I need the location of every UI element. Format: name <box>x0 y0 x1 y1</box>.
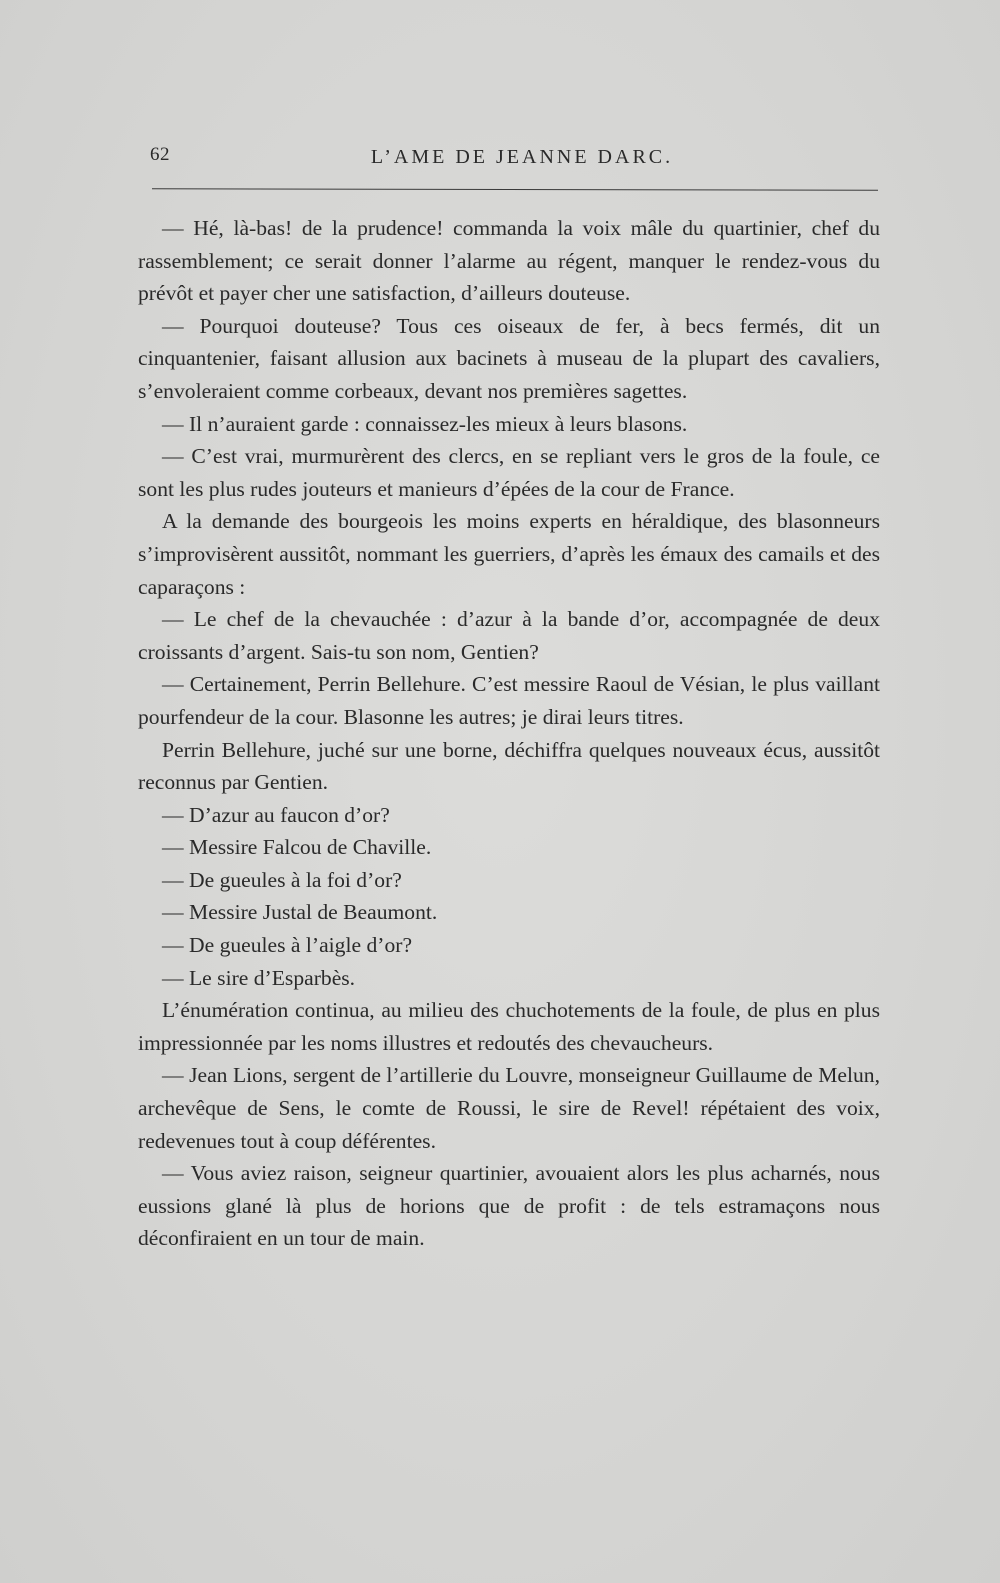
paragraph: — Hé, là-bas! de la prudence! commanda la voix mâle du quartinier, chef du rassemblement; ce serait donner l’alarme au régent, manquer le rendez-vous du prévôt et payer cher une satisfaction, d’ailleurs douteuse. <box>138 216 880 306</box>
paragraph: — Certainement, Perrin Bellehure. C’est messire Raoul de Vésian, le plus vaillant pourfendeur de la cour. Blasonne les autres; je dirai leurs titres. <box>138 672 880 729</box>
paragraph: — Il n’auraient garde : connaissez-les mieux à leurs blasons. <box>162 411 688 436</box>
page-number: 62 <box>150 144 170 165</box>
paragraph: — De gueules à l’aigle d’or? <box>162 933 413 958</box>
paragraph: — Pourquoi douteuse? Tous ces oiseaux de fer, à becs fermés, dit un cinquantenier, faisant allusion aux bacinets à museau de la plupart des cavaliers, s’envoleraient comme corbeaux, devant nos premières sagettes. <box>138 313 880 403</box>
paragraph: — Messire Justal de Beaumont. <box>162 900 438 925</box>
paragraph: A la demande des bourgeois les moins experts en héraldique, des blasonneurs s’improvisèrent aussitôt, nommant les guerriers, d’après les émaux des camails et des caparaçons : <box>138 509 880 599</box>
paragraph: — Jean Lions, sergent de l’artillerie du Louvre, monseigneur Guillaume de Melun, archevêque de Sens, le comte de Roussi, le sire de Revel! répétaient des voix, redevenues tout à coup déférentes. <box>138 1063 880 1153</box>
paragraph: — Vous aviez raison, seigneur quartinier, avouaient alors les plus acharnés, nous eussions glané là plus de horions que de profit : de tels estramaçons nous déconfiraient en un tour de main. <box>138 1161 880 1251</box>
paragraph: — Le sire d’Esparbès. <box>162 965 356 990</box>
paragraph: — C’est vrai, murmurèrent des clercs, en se repliant vers le gros de la foule, ce sont les plus rudes jouteurs et manieurs d’épées de la cour de France. <box>138 444 880 501</box>
paragraph: — Messire Falcou de Chaville. <box>162 835 432 860</box>
paragraph: — De gueules à la foi d’or? <box>162 867 402 892</box>
paragraph: — Le chef de la chevauchée : d’azur à la bande d’or, accompagnée de deux croissants d’argent. Sais-tu son nom, Gentien? <box>138 607 880 664</box>
header-rule <box>152 188 878 191</box>
paragraph: — D’azur au faucon d’or? <box>162 802 390 827</box>
running-title: L’AME DE JEANNE DARC. <box>370 146 674 168</box>
paragraph: L’énumération continua, au milieu des chuchotements de la foule, de plus en plus impressionnée par les noms illustres et redoutés des chevaucheurs. <box>138 998 880 1055</box>
page-header <box>150 140 876 180</box>
paragraph: Perrin Bellehure, juché sur une borne, déchiffra quelques nouveaux écus, aussitôt reconnus par Gentien. <box>138 737 880 795</box>
body-text <box>138 212 880 1255</box>
